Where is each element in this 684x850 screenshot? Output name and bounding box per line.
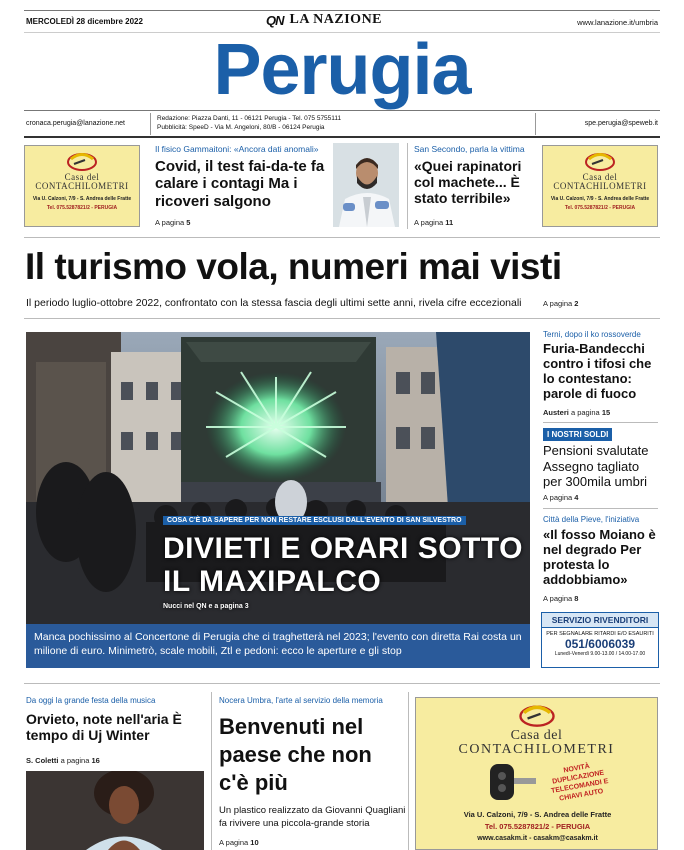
apag-label: A pagina — [543, 299, 573, 308]
pieve-kicker: Città della Pieve, l'iniziativa — [543, 515, 640, 524]
ad-promo: NOVITÀ DUPLICAZIONE TELECOMANDI E CHIAVI AUTO — [550, 762, 609, 803]
pieve-headline[interactable]: «Il fosso Moiano è nel degrado Per protesta lo addobbiamo» — [543, 527, 656, 587]
main-page-ref — [543, 299, 578, 308]
ad-contachilometri-right[interactable] — [542, 145, 658, 227]
ad-brand: CONTACHILOMETRI — [458, 742, 615, 757]
apag-label: a pagina — [570, 408, 600, 417]
page-number: 15 — [601, 408, 611, 417]
nocera-kicker: Nocera Umbra, l'arte al servizio della memoria — [219, 696, 383, 705]
nocera-summary: Un plastico realizzato da Giovanni Quagliani fa rivivere una piccola-grande storia — [219, 805, 406, 829]
page-number: 4 — [574, 493, 579, 502]
page-number: 8 — [574, 594, 579, 603]
sansecondo-page-ref — [414, 218, 453, 227]
singer-photo — [26, 771, 204, 850]
photo-byline: Nucci nel QN e a pagina 3 — [163, 603, 249, 610]
ad-address: Via U. Calzoni, 7/9 - S. Andrea delle Fratte — [32, 196, 132, 202]
qn-logo: QN — [266, 12, 284, 28]
terni-page-ref — [543, 408, 610, 417]
nocera-headline[interactable]: Benvenuti nel paese che non c'è più — [219, 714, 372, 795]
ad-tel: Tel. 075.5287821/2 - PERUGIA — [484, 822, 591, 831]
ad-address: Via U. Calzoni, 7/9 - S. Andrea delle Fratte — [550, 196, 650, 202]
email-left[interactable]: cronaca.perugia@lanazione.net — [26, 120, 125, 127]
ad-casa: Casa del — [582, 172, 618, 182]
apag-label: A pagina — [543, 594, 573, 603]
orvieto-kicker: Da oggi la grande festa della musica — [26, 696, 156, 705]
terni-kicker: Terni, dopo il ko rossoverde — [543, 330, 641, 339]
page-number: 11 — [445, 218, 454, 227]
apag-label: a pagina — [60, 756, 90, 765]
page-number: 2 — [574, 299, 579, 308]
contachilometri-logo-icon — [543, 150, 657, 172]
redazione-line: Redazione: Piazza Danti, 11 - 06121 Perugia - Tel. 075 5755111 — [157, 115, 342, 122]
covid-photo — [333, 143, 399, 227]
ad-casa: Casa del — [64, 172, 100, 182]
pubblicita-line: Pubblicità: SpeeD - Via M. Angeloni, 80/B - 06124 Perugia — [157, 124, 325, 131]
apag-label: A pagina — [414, 218, 444, 227]
page-number: 5 — [186, 218, 191, 227]
ad-contachilometri-left[interactable] — [24, 145, 140, 227]
servizio-phone[interactable]: 051/6006039 — [564, 637, 636, 651]
paper-url[interactable]: www.lanazione.it/umbria — [577, 18, 658, 27]
photo-headline[interactable]: DIVIETI E ORARI SOTTO IL MAXIPALCO — [163, 532, 523, 598]
ad-brand: CONTACHILOMETRI — [35, 181, 129, 191]
photo-kicker: COSA C'È DA SAPERE PER NON RESTARE ESCLUSI DALL'EVENTO DI SAN SILVESTRO — [163, 516, 466, 525]
issue-date: MERCOLEDÌ 28 dicembre 2022 — [26, 17, 143, 26]
main-headline[interactable]: Il turismo vola, numeri mai visti — [25, 246, 562, 287]
sansecondo-headline[interactable]: «Quei rapinatori col machete... È stato terribile» — [414, 158, 522, 207]
orvieto-headline[interactable]: Orvieto, note nell'aria È tempo di Uj Winter — [26, 711, 182, 744]
car-key-icon — [486, 760, 538, 809]
author: Austeri — [543, 408, 569, 417]
servizio-text: PER SEGNALARE RITARDI E/O ESAURITI — [546, 631, 654, 637]
covid-kicker: Il fisico Gammaitoni: «Ancora dati anomali» — [155, 144, 319, 154]
author: S. Coletti — [26, 756, 59, 765]
apag-label: A pagina — [543, 493, 573, 502]
email-right[interactable]: spe.perugia@speweb.it — [584, 120, 658, 127]
page-number: 10 — [250, 838, 259, 847]
ad-address: Via U. Calzoni, 7/9 - S. Andrea delle Fratte — [463, 810, 612, 819]
ad-tel: Tel. 075.5287821/2 - PERUGIA — [46, 205, 118, 211]
pieve-page-ref — [543, 594, 578, 603]
ad-contachilometri-big[interactable] — [415, 697, 658, 850]
orvieto-page-ref — [26, 756, 100, 765]
terni-headline[interactable]: Furia-Bandecchi contro i tifosi che lo contestano: parole di fuoco — [543, 341, 652, 401]
contachilometri-logo-icon — [25, 150, 139, 172]
ad-web[interactable]: www.casakm.it - casakm@casakm.it — [477, 835, 598, 842]
ad-tel: Tel. 075.5287821/2 - PERUGIA — [564, 205, 636, 211]
contachilometri-logo-icon — [416, 702, 657, 728]
apag-label: A pagina — [219, 838, 249, 847]
ad-casa: Casa del — [510, 728, 563, 743]
photo-caption: Manca pochissimo al Concertone di Perugia che ci traghetterà nel 2023; l'evento con diretta Rai costa un milione di euro. Minimetrò, scale mobili, Ztl e pedoni: ecco le aperture e gli stop — [26, 624, 530, 668]
soldi-tag: I NOSTRI SOLDI — [543, 428, 612, 441]
paper-logo — [266, 12, 382, 28]
covid-headline[interactable]: Covid, il test fai-da-te fa calare i contagi Ma i ricoveri salgono — [155, 158, 325, 210]
servizio-hours: Lunedì-Venerdì 9.00-13.00 / 14.00-17.00 — [554, 651, 646, 657]
city-title: Perugia — [213, 30, 471, 110]
nocera-page-ref — [219, 838, 259, 847]
concert-photo[interactable] — [26, 332, 530, 624]
main-summary: Il periodo luglio-ottobre 2022, confrontato con la stessa fascia degli ultimi sette anni, rivela cifre eccezionali — [26, 297, 522, 309]
servizio-title: SERVIZIO RIVENDITORI — [542, 613, 658, 628]
soldi-headline[interactable]: Pensioni svalutate Assegno tagliato per 300mila umbri — [543, 443, 649, 489]
paper-name: LA NAZIONE — [289, 12, 383, 27]
ad-brand: CONTACHILOMETRI — [553, 181, 647, 191]
sansecondo-kicker: San Secondo, parla la vittima — [414, 144, 525, 154]
covid-page-ref — [155, 218, 190, 227]
servizio-rivenditori-box — [541, 612, 659, 668]
apag-label: A pagina — [155, 218, 185, 227]
page-number: 16 — [91, 756, 100, 765]
soldi-page-ref — [543, 493, 578, 502]
